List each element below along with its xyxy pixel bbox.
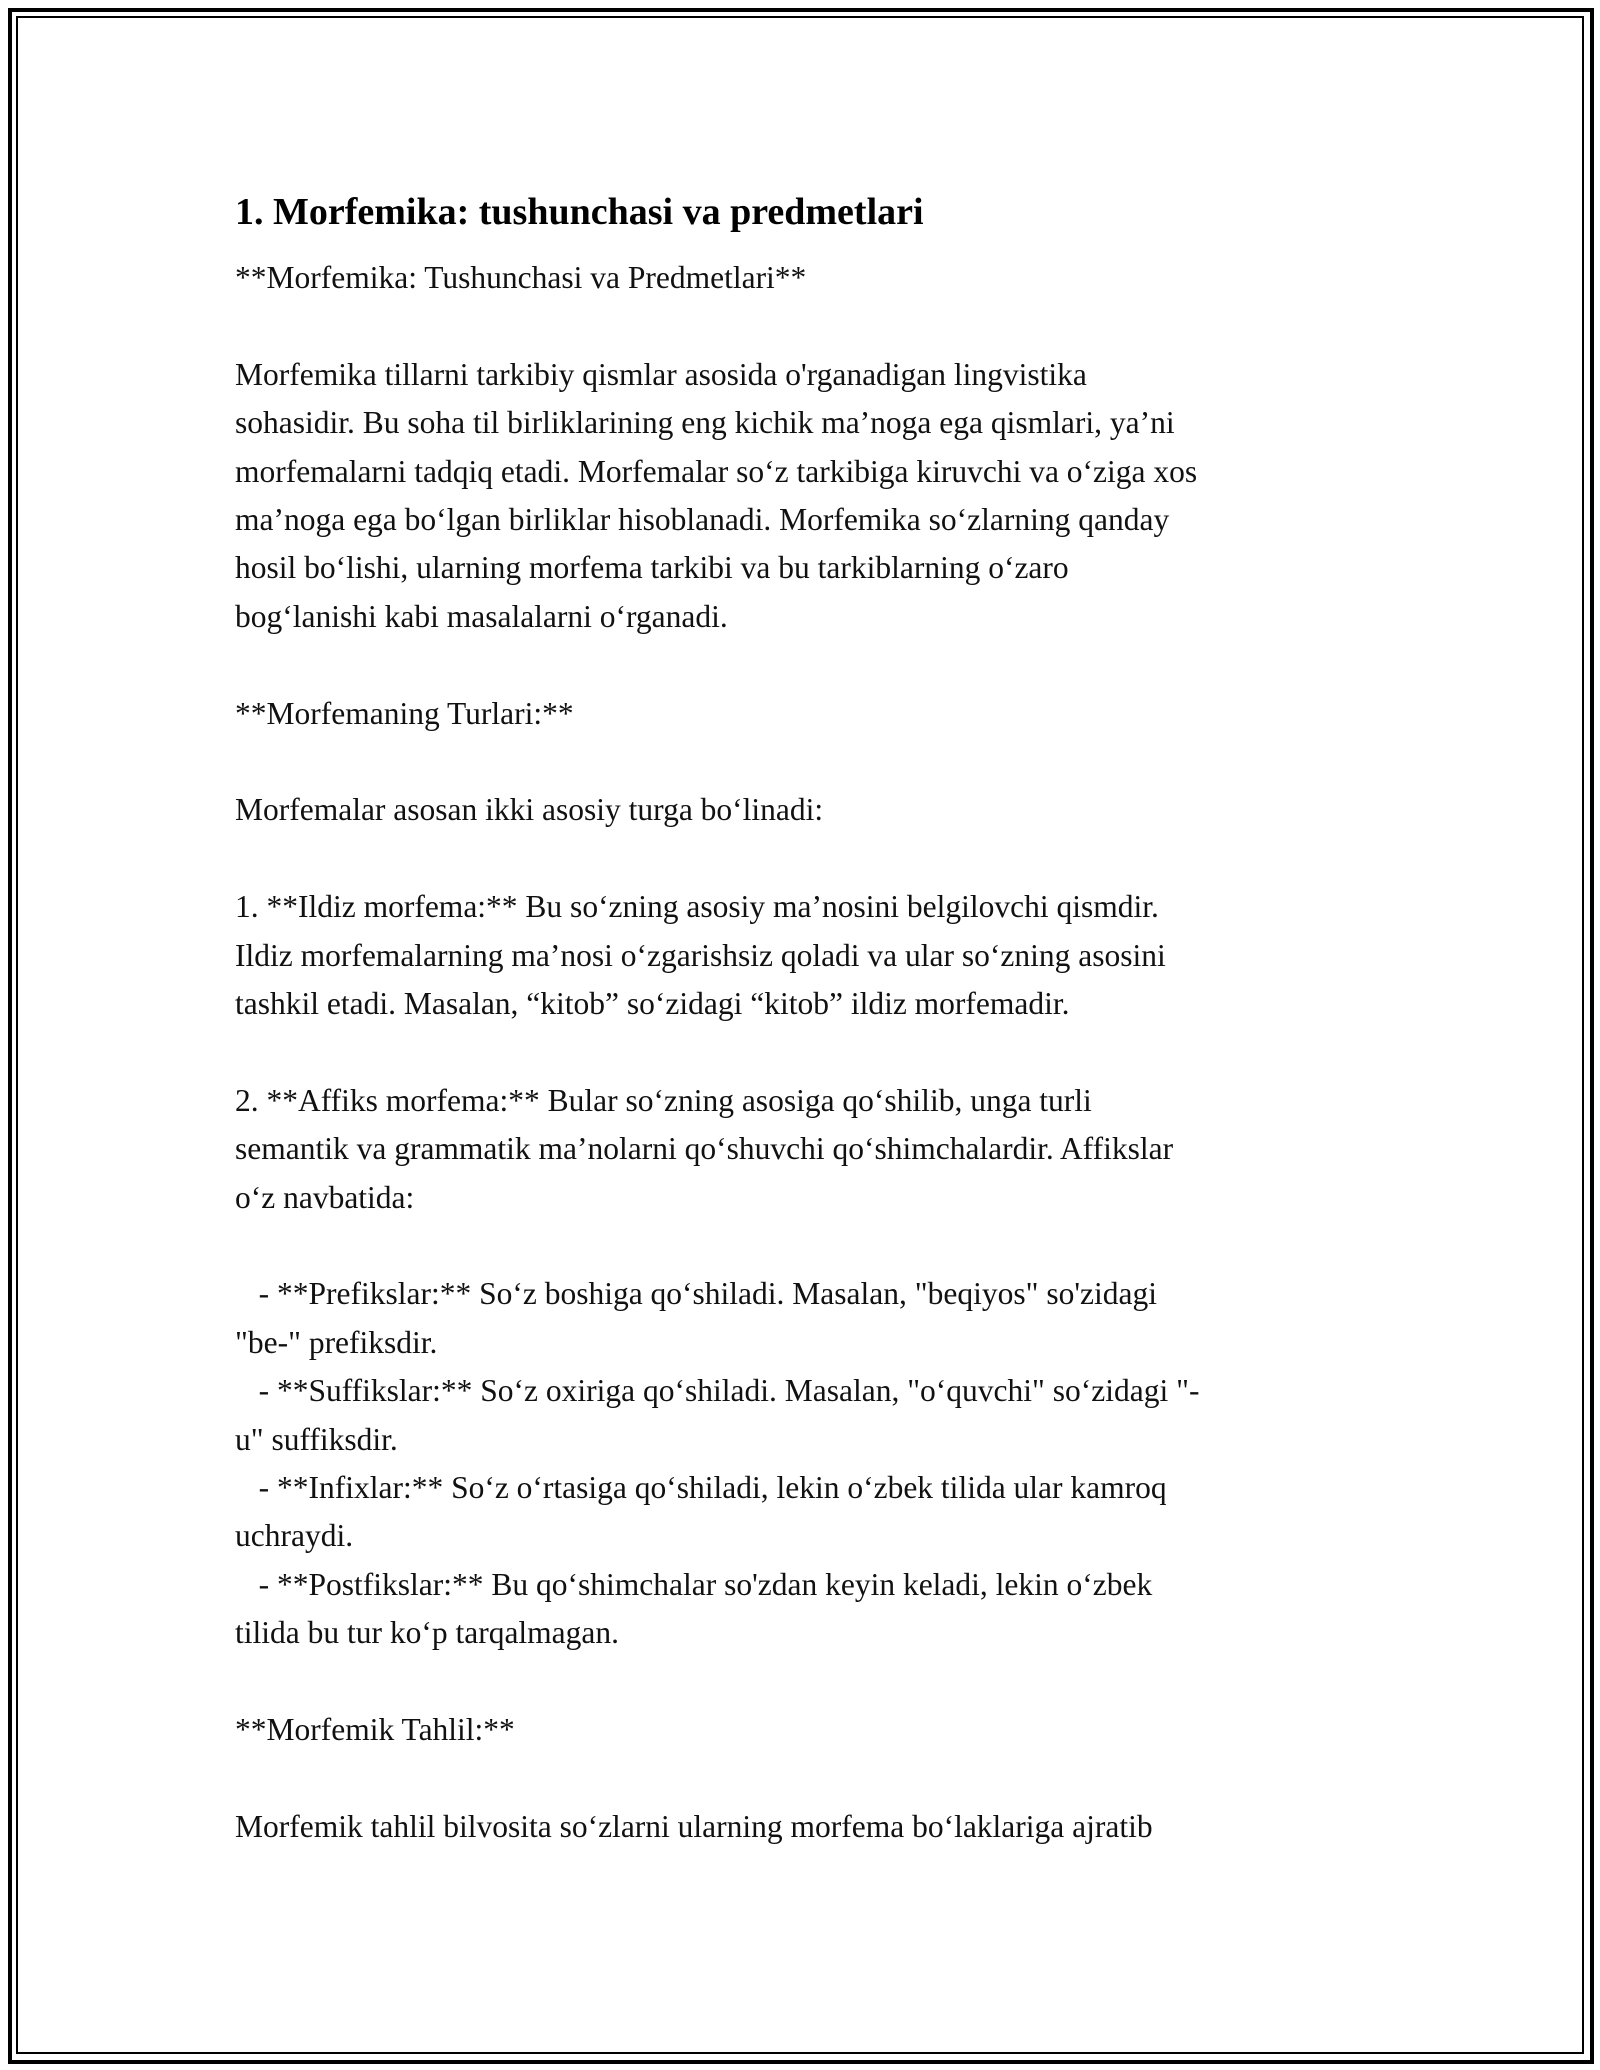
document-body bbox=[235, 185, 1365, 1900]
sublist-item-postfixes: - **Postfikslar:** Bu qo‘shimchalar so'zdan keyin keladi, lekin o‘zbek tilida bu tur ko‘p tarqalmagan. bbox=[235, 1566, 1153, 1651]
section-heading-analysis: **Morfemik Tahlil:** bbox=[235, 1712, 515, 1748]
section-heading-concept: **Morfemika: Tushunchasi va Predmetlari** bbox=[235, 260, 807, 295]
list-item-affix-morpheme: 2. **Affiks morfema:** Bular so‘zning asosiga qo‘shilib, unga turli semantik va grammatik ma’nolarni qo‘shuvchi qo‘shimchalardir. Affikslar o‘z navbatida: bbox=[235, 1082, 1174, 1215]
sublist-item-prefixes: - **Prefikslar:** So‘z boshiga qo‘shiladi. Masalan, "beqiyos" so'zidagi "be-" prefiksdir. bbox=[235, 1276, 1157, 1360]
paragraph-definition: Morfemika tillarni tarkibiy qismlar asosida o'rganadigan lingvistika sohasidir. Bu soha til birliklarining eng kichik ma’noga ega qismlari, ya’ni morfemalarni tadqiq etadi. Morfemalar so‘z tarkibiga kiruvchi va o‘ziga xos ma’noga ega bo‘lgan birliklar hisoblanadi. Morfemika so‘zlarning qanday hosil bo‘lishi, ularning morfema tarkibi va bu tarkiblarning o‘zaro bog‘lanishi kabi masalalarni o‘rganadi. bbox=[235, 356, 1198, 634]
paragraph-types-intro: Morfemalar asosan ikki asosiy turga bo‘linadi: bbox=[235, 792, 824, 828]
section-heading-types: **Morfemaning Turlari:** bbox=[235, 695, 574, 731]
list-item-root-morpheme: 1. **Ildiz morfema:** Bu so‘zning asosiy ma’nosini belgilovchi qismdir. Ildiz morfemalarning ma’nosi o‘zgarishsiz qoladi va ular so‘zning asosini tashkil etadi. Masalan, “kitob” so‘zidagi “kitob” ildiz morfemadir. bbox=[235, 889, 1166, 1022]
affix-sublist bbox=[235, 1270, 1365, 1657]
document-title: 1. Morfemika: tushunchasi va predmetlari bbox=[235, 191, 924, 233]
sublist-item-suffixes: - **Suffikslar:** So‘z oxiriga qo‘shiladi. Masalan, "o‘quvchi" so‘zidagi "- u" suffiksdir. bbox=[235, 1373, 1200, 1457]
paragraph-analysis: Morfemik tahlil bilvosita so‘zlarni ularning morfema bo‘laklariga ajratib bbox=[235, 1808, 1153, 1844]
sublist-item-infixes: - **Infixlar:** So‘z o‘rtasiga qo‘shiladi, lekin o‘zbek tilida ular kamroq uchraydi. bbox=[235, 1470, 1167, 1554]
